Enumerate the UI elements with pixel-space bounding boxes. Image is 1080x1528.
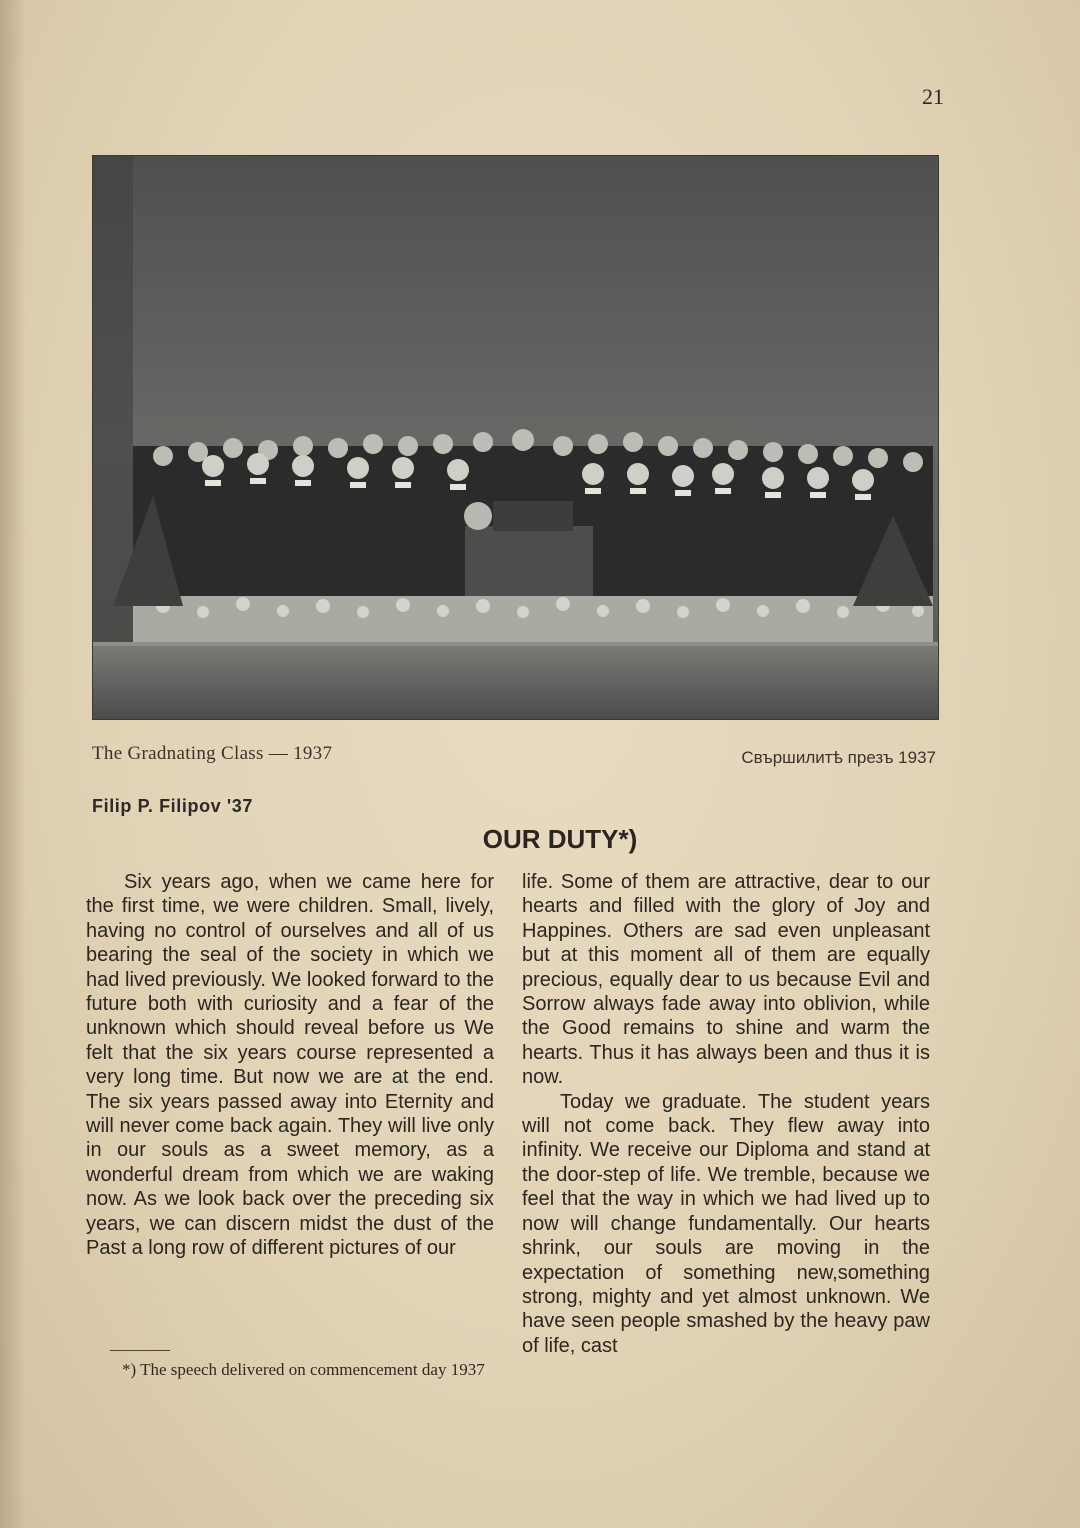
author-byline: Filip P. Filipov '37 [92,796,253,816]
article-column-left [86,870,494,1261]
article-paragraph: Six years ago, when we came here for the first time, we were children. Small, lively, having no control of ourselves and all of us bearing the seal of the society in which we had lived previously. We looked forward to the future both with curiosity and a fear of the unknown which should reveal before us We felt that the six years course represented a very long time. But now we are at the end. The six years passed away into Eternity and will never come back again. They will live only in our souls as a sweet memory, as a wonderful dream from which we are waking now. As we look back over the preceding six years, we can discern midst the dust of the Past a long row of different pictures of our [86,871,494,1260]
article-paragraph: Today we graduate. The student years will not come back. They flew away into infinity. We receive our Diploma and stand at the door-step of life. We tremble, because we feel that the way in which we had lived up to now will change fundamentally. Our hearts shrink, our souls are moving in the expectation of something new,something strong, mighty and yet almost unknown. We have seen people smashed by the heavy paw of life, cast [522,1090,930,1357]
photo-caption-english: The Gradnating Class — 1937 [92,743,333,764]
page-binding-shadow [0,0,26,1528]
photo-illustration [93,156,938,719]
article-title: OUR DUTY*) [482,824,638,854]
footnote: *) The speech delivered on commencement day 1937 [122,1360,485,1379]
graduating-class-photo [92,155,939,720]
footnote-divider [110,1350,170,1351]
article-paragraph: life. Some of them are attractive, dear to our hearts and filled with the glory of Joy and Happines. Others are sad even unpleasant but at this moment all of them are equally precious, equally dear to us because Evil and Sorrow always fade away into oblivion, while the Good remains to shine and warm the hearts. Thus it has always been and thus it is now. [522,871,930,1089]
page-number: 21 [922,84,944,109]
article-column-right [522,870,930,1358]
photo-caption-bulgarian: Свършилитѣ презъ 1937 [741,748,936,767]
